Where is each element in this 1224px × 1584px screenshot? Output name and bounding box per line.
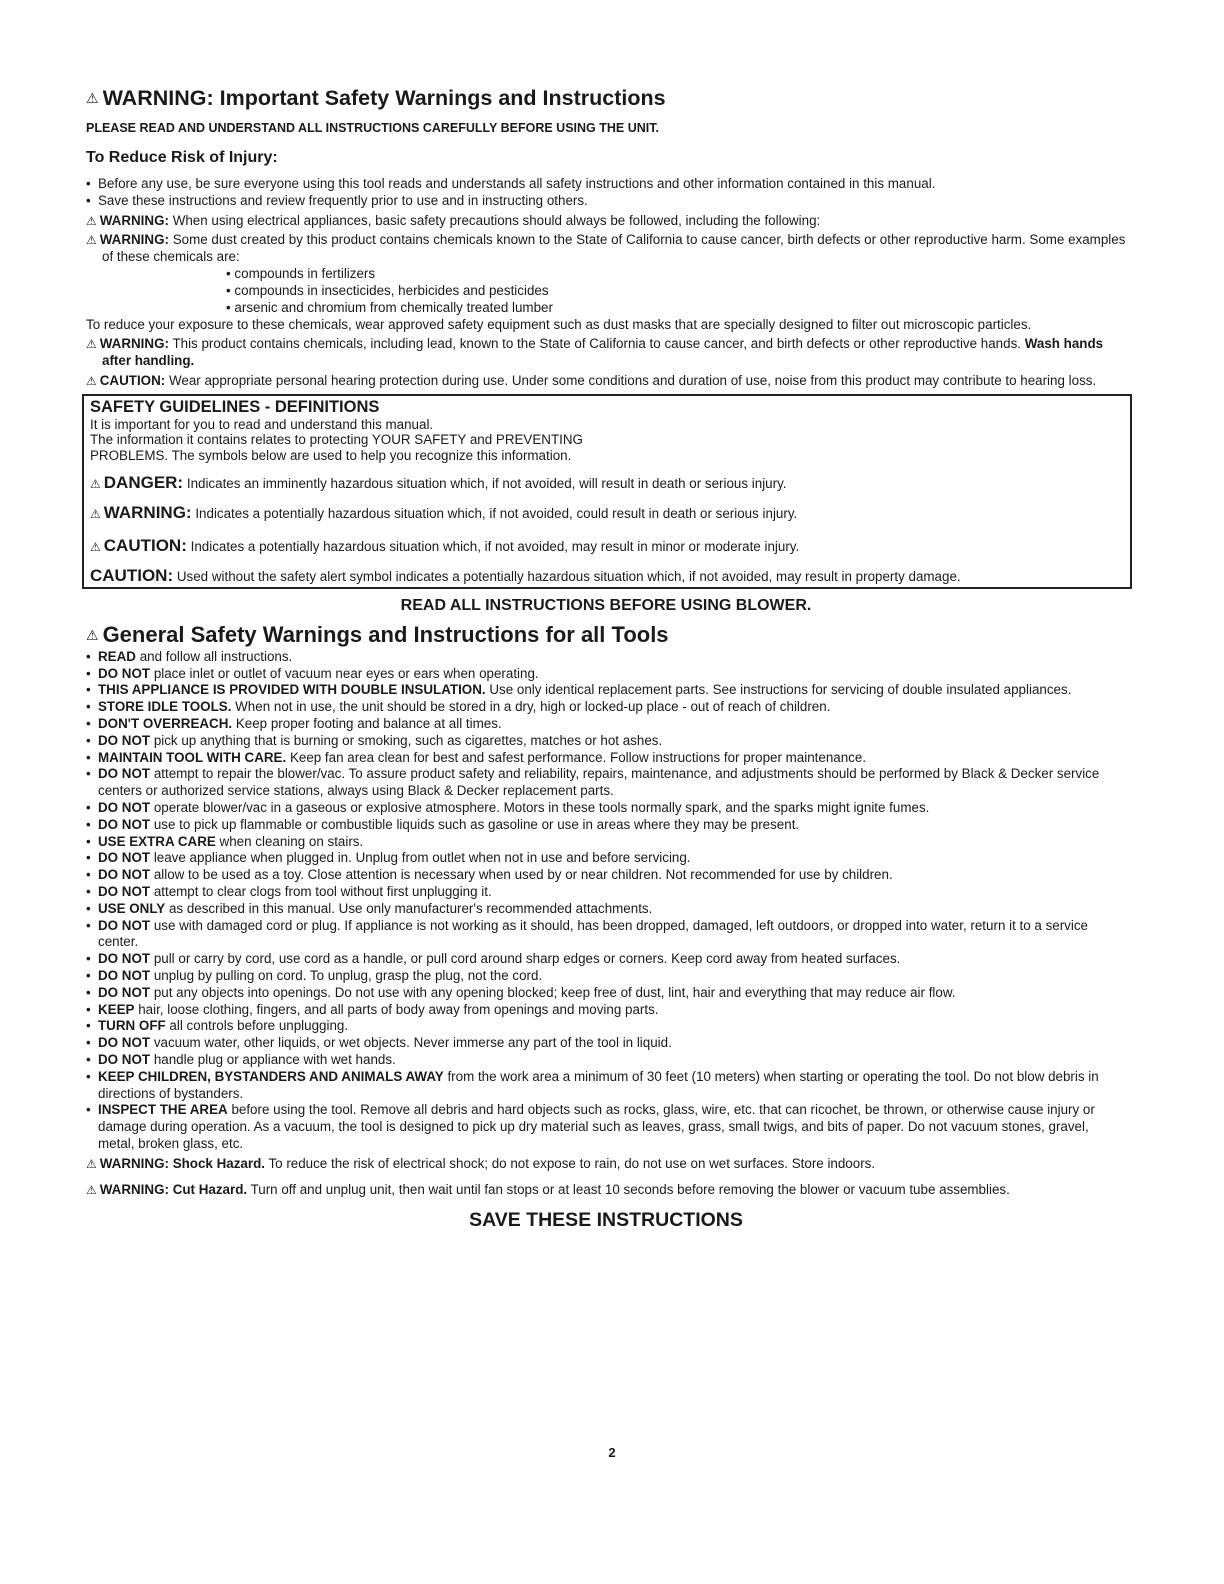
list-item: • DO NOT handle plug or appliance with wet hands. [86, 1052, 1126, 1069]
list-item: • DO NOT leave appliance when plugged in. Unplug from outlet when not in use and before servicing. [86, 850, 1126, 867]
definition-warning: ⚠ WARNING: Indicates a potentially hazardous situation which, if not avoided, could result in death or serious injury. [90, 503, 798, 523]
warning-triangle-icon: ⚠ [86, 1182, 97, 1197]
definition-caution-plain: CAUTION: Used without the safety alert symbol indicates a potentially hazardous situation which, if not avoided, may result in property damage. [90, 566, 961, 586]
warning-triangle-icon: ⚠ [86, 626, 99, 643]
list-item: • DON'T OVERREACH. Keep proper footing and balance at all times. [86, 716, 1126, 733]
page-number: 2 [608, 1445, 616, 1460]
main-title: ⚠ WARNING: Important Safety Warnings and Instructions [86, 86, 666, 110]
guidelines-intro-line: It is important for you to read and understand this manual. [90, 416, 434, 432]
guidelines-intro-line: The information it contains relates to protecting YOUR SAFETY and PREVENTING [90, 432, 583, 448]
read-all-instructions: READ ALL INSTRUCTIONS BEFORE USING BLOWER. [400, 596, 812, 614]
chemical-list [86, 266, 1126, 316]
guidelines-intro-line: PROBLEMS. The symbols below are used to help you recognize this information. [90, 447, 572, 463]
list-item: • arsenic and chromium from chemically treated lumber [226, 299, 553, 315]
warning-triangle-icon: ⚠ [86, 213, 97, 228]
warning-lead: ⚠ WARNING: This product contains chemicals, including lead, known to the State of California to cause cancer, and birth defects or other reproductive hands. Wash hands after handling. [86, 336, 1104, 368]
list-item: • TURN OFF all controls before unplugging. [86, 1018, 1126, 1035]
list-item: • DO NOT use to pick up flammable or combustible liquids such as gasoline or use in areas where they may be present. [86, 817, 1126, 834]
list-item: • USE EXTRA CARE when cleaning on stairs. [86, 834, 1126, 851]
exposure-text: To reduce your exposure to these chemicals, wear approved safety equipment such as dust masks that are specially designed to filter out microscopic particles. [86, 317, 1032, 333]
warning-triangle-icon: ⚠ [86, 1156, 97, 1171]
list-item: • DO NOT pull or carry by cord, use cord as a handle, or pull cord around sharp edges or corners. Keep cord away from heated surfaces. [86, 951, 1126, 968]
warning-cut: ⚠ WARNING: Cut Hazard. Turn off and unplug unit, then wait until fan stops or at least 10 seconds before removing the blower or vacuum tube assemblies. [86, 1181, 1010, 1197]
definition-danger: ⚠ DANGER: Indicates an imminently hazardous situation which, if not avoided, will result in death or serious injury. [90, 473, 787, 493]
list-item: • MAINTAIN TOOL WITH CARE. Keep fan area clean for best and safest performance. Follow instructions for proper maintenance. [86, 750, 1126, 767]
list-item: • DO NOT operate blower/vac in a gaseous or explosive atmosphere. Motors in these tools normally spark, and the sparks might ignite fumes. [86, 800, 1126, 817]
list-item: • INSPECT THE AREA before using the tool. Remove all debris and hard objects such as rocks, glass, wire, etc. that can ricochet, be thrown, or otherwise cause injury or damage during operation. As a vacuum, the tool is designed to pick up dry material such as leaves, grass, small twigs, and bits of paper. Do not vacuum stones, gravel, metal, broken glass, etc. [86, 1102, 1126, 1152]
save-instructions: SAVE THESE INSTRUCTIONS [469, 1209, 743, 1232]
reduce-risk-list [86, 176, 1126, 210]
guidelines-title: SAFETY GUIDELINES - DEFINITIONS [90, 397, 380, 416]
list-item: • DO NOT put any objects into openings. Do not use with any opening blocked; keep free of dust, lint, hair and everything that may reduce air flow. [86, 985, 1126, 1002]
list-item: • DO NOT pick up anything that is burning or smoking, such as cigarettes, matches or hot ashes. [86, 733, 1126, 750]
list-item: • DO NOT attempt to clear clogs from tool without first unplugging it. [86, 884, 1126, 901]
warning-electrical: ⚠ WARNING: When using electrical appliances, basic safety precautions should always be followed, including the following: [86, 212, 821, 228]
list-item: • READ and follow all instructions. [86, 649, 1126, 666]
list-item: • DO NOT attempt to repair the blower/vac. To assure product safety and reliability, repairs, maintenance, and adjustments should be performed by Black & Decker service centers or authorized service stations, always using Black & Decker replacement parts. [86, 766, 1126, 800]
list-item: • DO NOT use with damaged cord or plug. If appliance is not working as it should, has been dropped, damaged, left outdoors, or dropped into water, return it to a service center. [86, 918, 1126, 952]
list-item: • DO NOT allow to be used as a toy. Close attention is necessary when used by or near children. Not recommended for use by children. [86, 867, 1126, 884]
warning-triangle-icon: ⚠ [86, 373, 97, 388]
warning-triangle-icon: ⚠ [90, 540, 101, 555]
list-item: • DO NOT unplug by pulling on cord. To unplug, grasp the plug, not the cord. [86, 968, 1126, 985]
list-item: • compounds in insecticides, herbicides and pesticides [226, 282, 549, 298]
list-item: • compounds in fertilizers [226, 265, 376, 281]
list-item: • STORE IDLE TOOLS. When not in use, the unit should be stored in a dry, high or locked-up place - out of reach of children. [86, 699, 1126, 716]
list-item: • DO NOT vacuum water, other liquids, or wet objects. Never immerse any part of the tool in liquid. [86, 1035, 1126, 1052]
definition-caution: ⚠ CAUTION: Indicates a potentially hazardous situation which, if not avoided, may result in minor or moderate injury. [90, 536, 800, 556]
warning-triangle-icon: ⚠ [90, 507, 101, 522]
caution-hearing: ⚠ CAUTION: Wear appropriate personal hearing protection during use. Under some conditions and duration of use, noise from this product may contribute to hearing loss. [86, 372, 1097, 388]
list-item: • Save these instructions and review frequently prior to use and in instructing others. [86, 193, 1126, 210]
list-item: • Before any use, be sure everyone using this tool reads and understands all safety instructions and other information contained in this manual. [86, 176, 1126, 193]
list-item: • KEEP CHILDREN, BYSTANDERS AND ANIMALS AWAY from the work area a minimum of 30 feet (10 meters) when starting or operating the tool. Do not blow debris in directions of bystanders. [86, 1069, 1126, 1103]
manual-page [86, 84, 1126, 1232]
list-item: • KEEP hair, loose clothing, fingers, and all parts of body away from openings and moving parts. [86, 1002, 1126, 1019]
warning-triangle-icon: ⚠ [90, 477, 101, 492]
safety-guidelines-box [82, 394, 1132, 589]
list-item: • THIS APPLIANCE IS PROVIDED WITH DOUBLE INSULATION. Use only identical replacement parts. See instructions for servicing of double insulated appliances. [86, 682, 1126, 699]
list-item: • USE ONLY as described in this manual. Use only manufacturer's recommended attachments. [86, 901, 1126, 918]
general-safety-heading: ⚠ General Safety Warnings and Instructions for all Tools [86, 621, 669, 647]
warning-shock: ⚠ WARNING: Shock Hazard. To reduce the risk of electrical shock; do not expose to rain, do not use on wet surfaces. Store indoors. [86, 1155, 876, 1171]
warning-dust: ⚠ WARNING: Some dust created by this product contains chemicals known to the State of California to cause cancer, birth defects or other reproductive harm. Some examples of these chemicals are: [86, 232, 1126, 265]
warning-triangle-icon: ⚠ [86, 233, 97, 248]
warning-triangle-icon: ⚠ [86, 337, 97, 352]
read-notice: PLEASE READ AND UNDERSTAND ALL INSTRUCTIONS CAREFULLY BEFORE USING THE UNIT. [86, 121, 659, 135]
list-item: • DO NOT place inlet or outlet of vacuum near eyes or ears when operating. [86, 666, 1126, 683]
reduce-risk-heading: To Reduce Risk of Injury: [86, 149, 278, 166]
general-safety-list [86, 649, 1126, 1153]
warning-triangle-icon: ⚠ [86, 90, 99, 106]
